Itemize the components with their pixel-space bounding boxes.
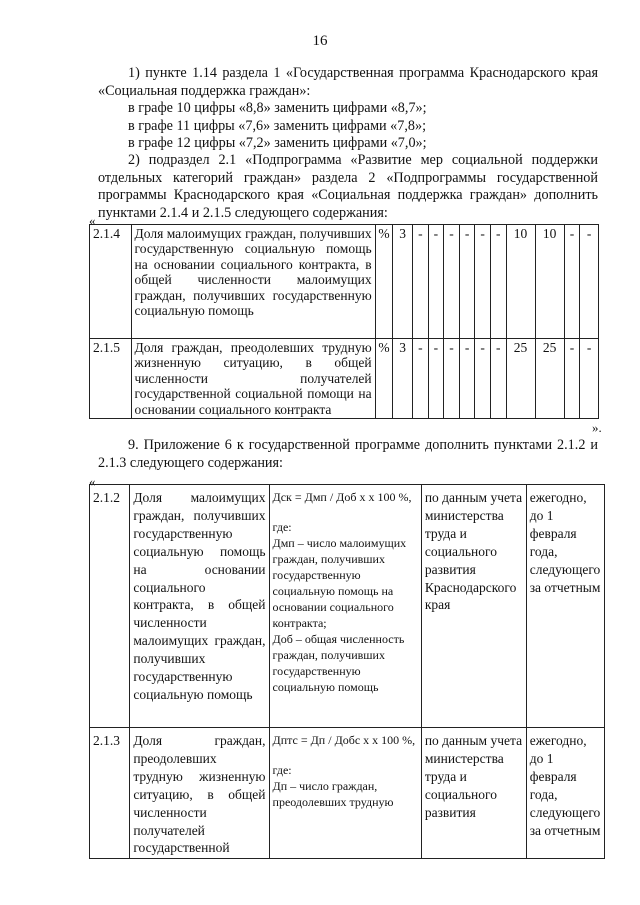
open-quote-table2: « [89,474,96,489]
formula-main: Дптс = Дп / Добс х х 100 %, [272,733,416,747]
paragraph-item-9: 9. Приложение 6 к государственной программе дополнить пунктами 2.1.2 и 2.1.3 следующего содержания: [98,437,598,471]
value-cell: 25 [535,339,564,419]
unit-cell: % [375,339,393,419]
formula-where: где: [272,763,292,777]
page-number: 16 [312,33,328,49]
formula-cell [269,485,421,728]
paragraph-item-2: 2) подраздел 2.1 «Подпрограмма «Развитие мер социальной поддержки отдельных категорий граждан» раздела 2 «Подпрограммы государственной программы Краснодарского края «Социальная поддержка граждан» дополнить пунктами 2.1.4 и 2.1.5 следующего содержания: [98,152,598,221]
paragraph-column-10: в графе 10 цифры «8,8» заменить цифрами «8,7»; [128,100,427,116]
row-number: 2.1.2 [90,485,130,728]
period-cell: ежегодно, до 1 февраля года, следующего за отчетным [526,485,604,728]
data-source-cell: по данным учета министерства труда и социального развития Краснодарского края [421,485,526,728]
value-cell: - [580,225,599,339]
formula-cell [269,728,421,859]
methodology-table [89,484,605,859]
open-quote-table1: « [89,213,96,228]
unit-cell: % [375,225,393,339]
row-number: 2.1.4 [90,225,132,339]
data-source-cell: по данным учета министерства труда и социального развития [421,728,526,859]
value-cell: - [413,339,429,419]
indicator-name: Доля малоимущих граждан, получивших государственную социальную помощь на основании социального контракта, в общей численности малоимущих граждан, получивших государственную социальную помощь [130,485,269,728]
formula-main: Дск = Дмп / Доб х х 100 %, [272,490,412,504]
value-cell: - [490,339,506,419]
value-cell: - [490,225,506,339]
value-cell: - [428,339,444,419]
formula-definition: Доб – общая численность граждан, получивших государственную социальную помощь [272,632,405,694]
formula-definition: Дп – число граждан, преодолевших трудную [272,779,394,809]
table-row [90,225,599,339]
value-cell: 10 [535,225,564,339]
status-cell: 3 [393,225,413,339]
row-number: 2.1.3 [90,728,130,859]
value-cell: - [475,339,491,419]
paragraph-item-1: 1) пункте 1.14 раздела 1 «Государственная программа Краснодарского края «Социальная поддержка граждан»: [98,65,598,99]
value-cell: 25 [506,339,535,419]
value-cell: - [580,339,599,419]
indicators-table [89,224,599,419]
value-cell: 10 [506,225,535,339]
table-row [90,339,599,419]
value-cell: - [459,225,475,339]
formula-where: где: [272,520,292,534]
value-cell: - [444,225,460,339]
indicator-name: Доля малоимущих граждан, получивших государственную социальную помощь на основании социального контракта, в общей численности малоимущих граждан, получивших государственную социальную помощь [131,225,375,339]
value-cell: - [564,339,580,419]
row-number: 2.1.5 [90,339,132,419]
table-row [90,728,605,859]
paragraph-column-12: в графе 12 цифры «7,2» заменить цифрами «7,0»; [128,135,427,151]
value-cell: - [428,225,444,339]
paragraph-column-11: в графе 11 цифры «7,6» заменить цифрами «7,8»; [128,117,427,134]
indicator-name: Доля граждан, преодолевших трудную жизненную ситуацию, в общей численности получателей государственной социальной помощи на основании социального контракта [131,339,375,419]
value-cell: - [564,225,580,339]
indicator-name: Доля граждан, преодолевших трудную жизненную ситуацию, в общей численности получателей государственной [130,728,269,859]
table-row [90,485,605,728]
value-cell: - [413,225,429,339]
value-cell: - [459,339,475,419]
value-cell: - [475,225,491,339]
period-cell: ежегодно, до 1 февраля года, следующего за отчетным [526,728,604,859]
value-cell: - [444,339,460,419]
formula-definition: Дмп – число малоимущих граждан, получивших государственную социальную помощь на основании социального контракта; [272,536,407,630]
close-quote-table1: ». [592,420,602,435]
status-cell: 3 [393,339,413,419]
